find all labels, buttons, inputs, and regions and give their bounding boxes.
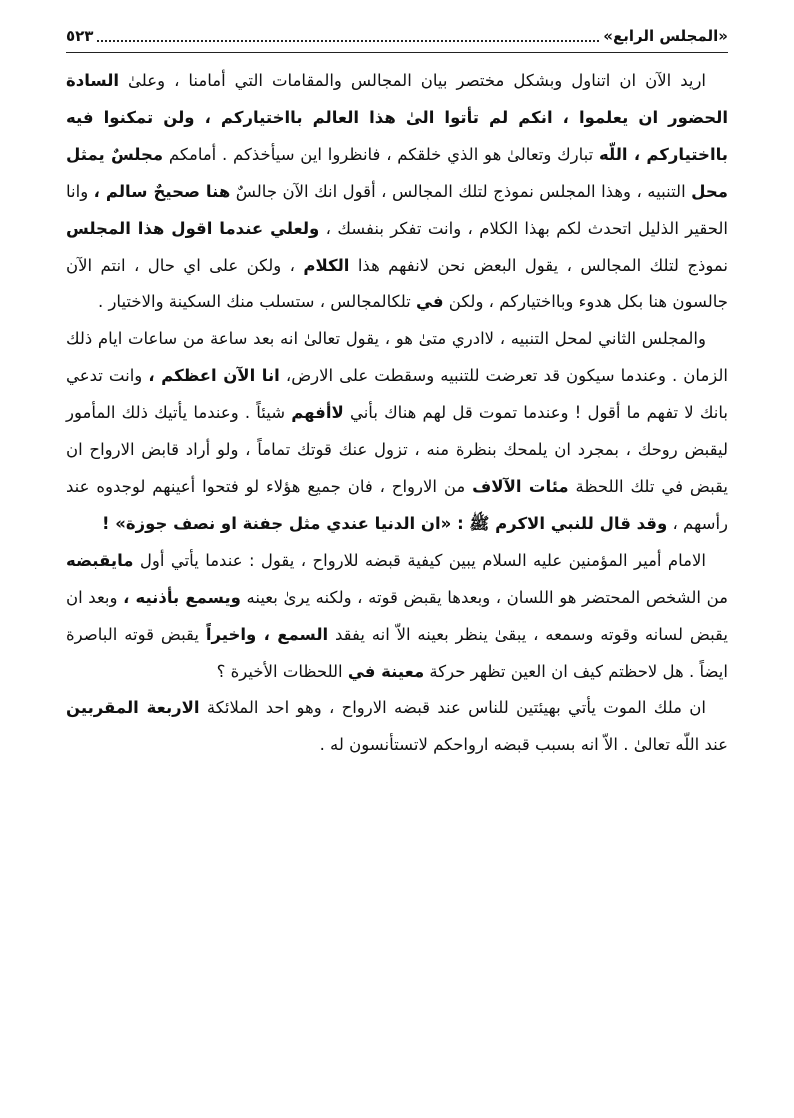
paragraph-2 bbox=[66, 321, 728, 542]
page-number: ٥٢٣ bbox=[66, 27, 94, 45]
text-run: ، ولكن على اي حال ، انتم الآن جالسون هنا بكل هدوء وبااختياركم ، ولكن bbox=[66, 255, 728, 312]
paragraph-1 bbox=[66, 63, 728, 321]
bold-run: ولعلي عندما اقول هذا المجلس bbox=[66, 218, 320, 238]
bold-run: وقد قال للنبي الاكرم ﷺ : «ان الدنيا عندي مثل جفنة او نصف جوزة» ! bbox=[101, 513, 668, 533]
text-run: التنبيه ، وهذا المجلس نموذج لتلك المجالس ، أقول انك الآن جالسٌ bbox=[230, 181, 692, 201]
text-run: شيئاً . وعندما يأتيك ذلك المأمور ليقبض روحك ، بمجرد ان يلمحك بنظرة منه ، تزول عنك قوتك تماماً ، ولو أراد قابض الارواح ان يقبض في تلك اللحظة bbox=[66, 403, 728, 496]
text-run: نموذج لتلك المجالس ، يقول البعض نحن لانفهم هذا bbox=[349, 255, 728, 275]
bold-run: مايقبضه bbox=[66, 550, 134, 570]
bold-run: ويسمع بأذنيه ، bbox=[123, 587, 241, 607]
text-run: عند اللّه تعالىٰ . الاّ انه بسبب قبضه ارواحكم لاتستأنسون له . bbox=[319, 735, 728, 755]
bold-run: السمع ، واخيراً bbox=[205, 624, 329, 644]
bold-run: انا الآن اعظكم ، bbox=[148, 366, 280, 386]
dot-leader bbox=[97, 40, 599, 42]
text-run: يقبض قوته الباصرة ايضاً . هل لاحظتم كيف ان العين تظهر حركة bbox=[66, 624, 728, 681]
running-title: «المجلس الرابع» bbox=[603, 27, 728, 45]
paragraph-4 bbox=[66, 690, 728, 764]
bold-run: مئات الآلاف bbox=[472, 476, 569, 496]
bold-run: الكلام bbox=[303, 255, 350, 275]
bold-run: معينة في bbox=[347, 661, 425, 681]
text-run: تلكالمجالس ، ستسلب منك السكينة والاختيار . bbox=[97, 292, 417, 312]
bold-run: في bbox=[416, 292, 444, 312]
text-run: تبارك وتعالىٰ هو الذي خلقكم ، فانظروا اين سيأخذكم . أمامكم bbox=[163, 144, 599, 164]
bold-run: هنا صحيحٌ سالم ، bbox=[93, 181, 231, 201]
text-run: من الشخص المحتضر هو اللسان ، وبعدها يقبض قوته ، ولكنه يرىٰ بعينه bbox=[240, 587, 728, 607]
book-page bbox=[66, 22, 728, 764]
header-rule bbox=[66, 52, 728, 53]
text-run: من الارواح ، فان جميع هؤلاء لو فتحوا أعينهم لوجدوه عند رأسهم ، bbox=[66, 476, 728, 533]
page-body bbox=[66, 63, 728, 764]
bold-run: السادة الحضور ان يعلموا ، انكم لم تأتوا الىٰ هذا العالم بااختياركم ، ولن تمكنوا فيه بااختياركم ، اللّه bbox=[66, 71, 728, 164]
bold-run: الاربعة المقربين bbox=[66, 698, 200, 718]
bold-run: لاأفهم bbox=[291, 403, 344, 423]
text-run: وبعد ان يقبض لسانه وقوته وسمعه ، يبقىٰ ينظر بعينه الاّ انه يفقد bbox=[66, 587, 728, 644]
text-run: والمجلس الثاني لمحل التنبيه ، لاادري متىٰ هو ، يقول تعالىٰ انه بعد ساعة من ساعات ايام ذلك الزمان . وعندما سيكون قد تعرضت للتنبيه وسقطت على الارض، bbox=[66, 329, 729, 386]
text-run: اريد الآن ان اتناول وبشكل مختصر بيان المجالس والمقامات التي أمامنا ، وعلىٰ bbox=[119, 71, 706, 90]
page-header bbox=[66, 22, 728, 50]
paragraph-3 bbox=[66, 543, 728, 691]
text-run: ان ملك الموت يأتي بهيئتين للناس عند قبضه الارواح ، وهو احد الملائكة bbox=[199, 698, 706, 718]
text-run: اللحظات الأخيرة ؟ bbox=[216, 661, 348, 681]
text-run: وانا الحقير الذليل اتحدث لكم بهذا الكلام ، وانت تفكر بنفسك ، bbox=[66, 181, 728, 238]
bold-run: مجلسٌ يمثل محل bbox=[66, 144, 728, 201]
text-run: وانت تدعي بانك لا تفهم ما أقول ! وعندما تموت قل لهم هناك بأني bbox=[66, 366, 728, 423]
text-run: الامام أمير المؤمنين عليه السلام يبين كيفية قبضه للارواح ، يقول : عندما يأتي أول bbox=[133, 550, 706, 570]
